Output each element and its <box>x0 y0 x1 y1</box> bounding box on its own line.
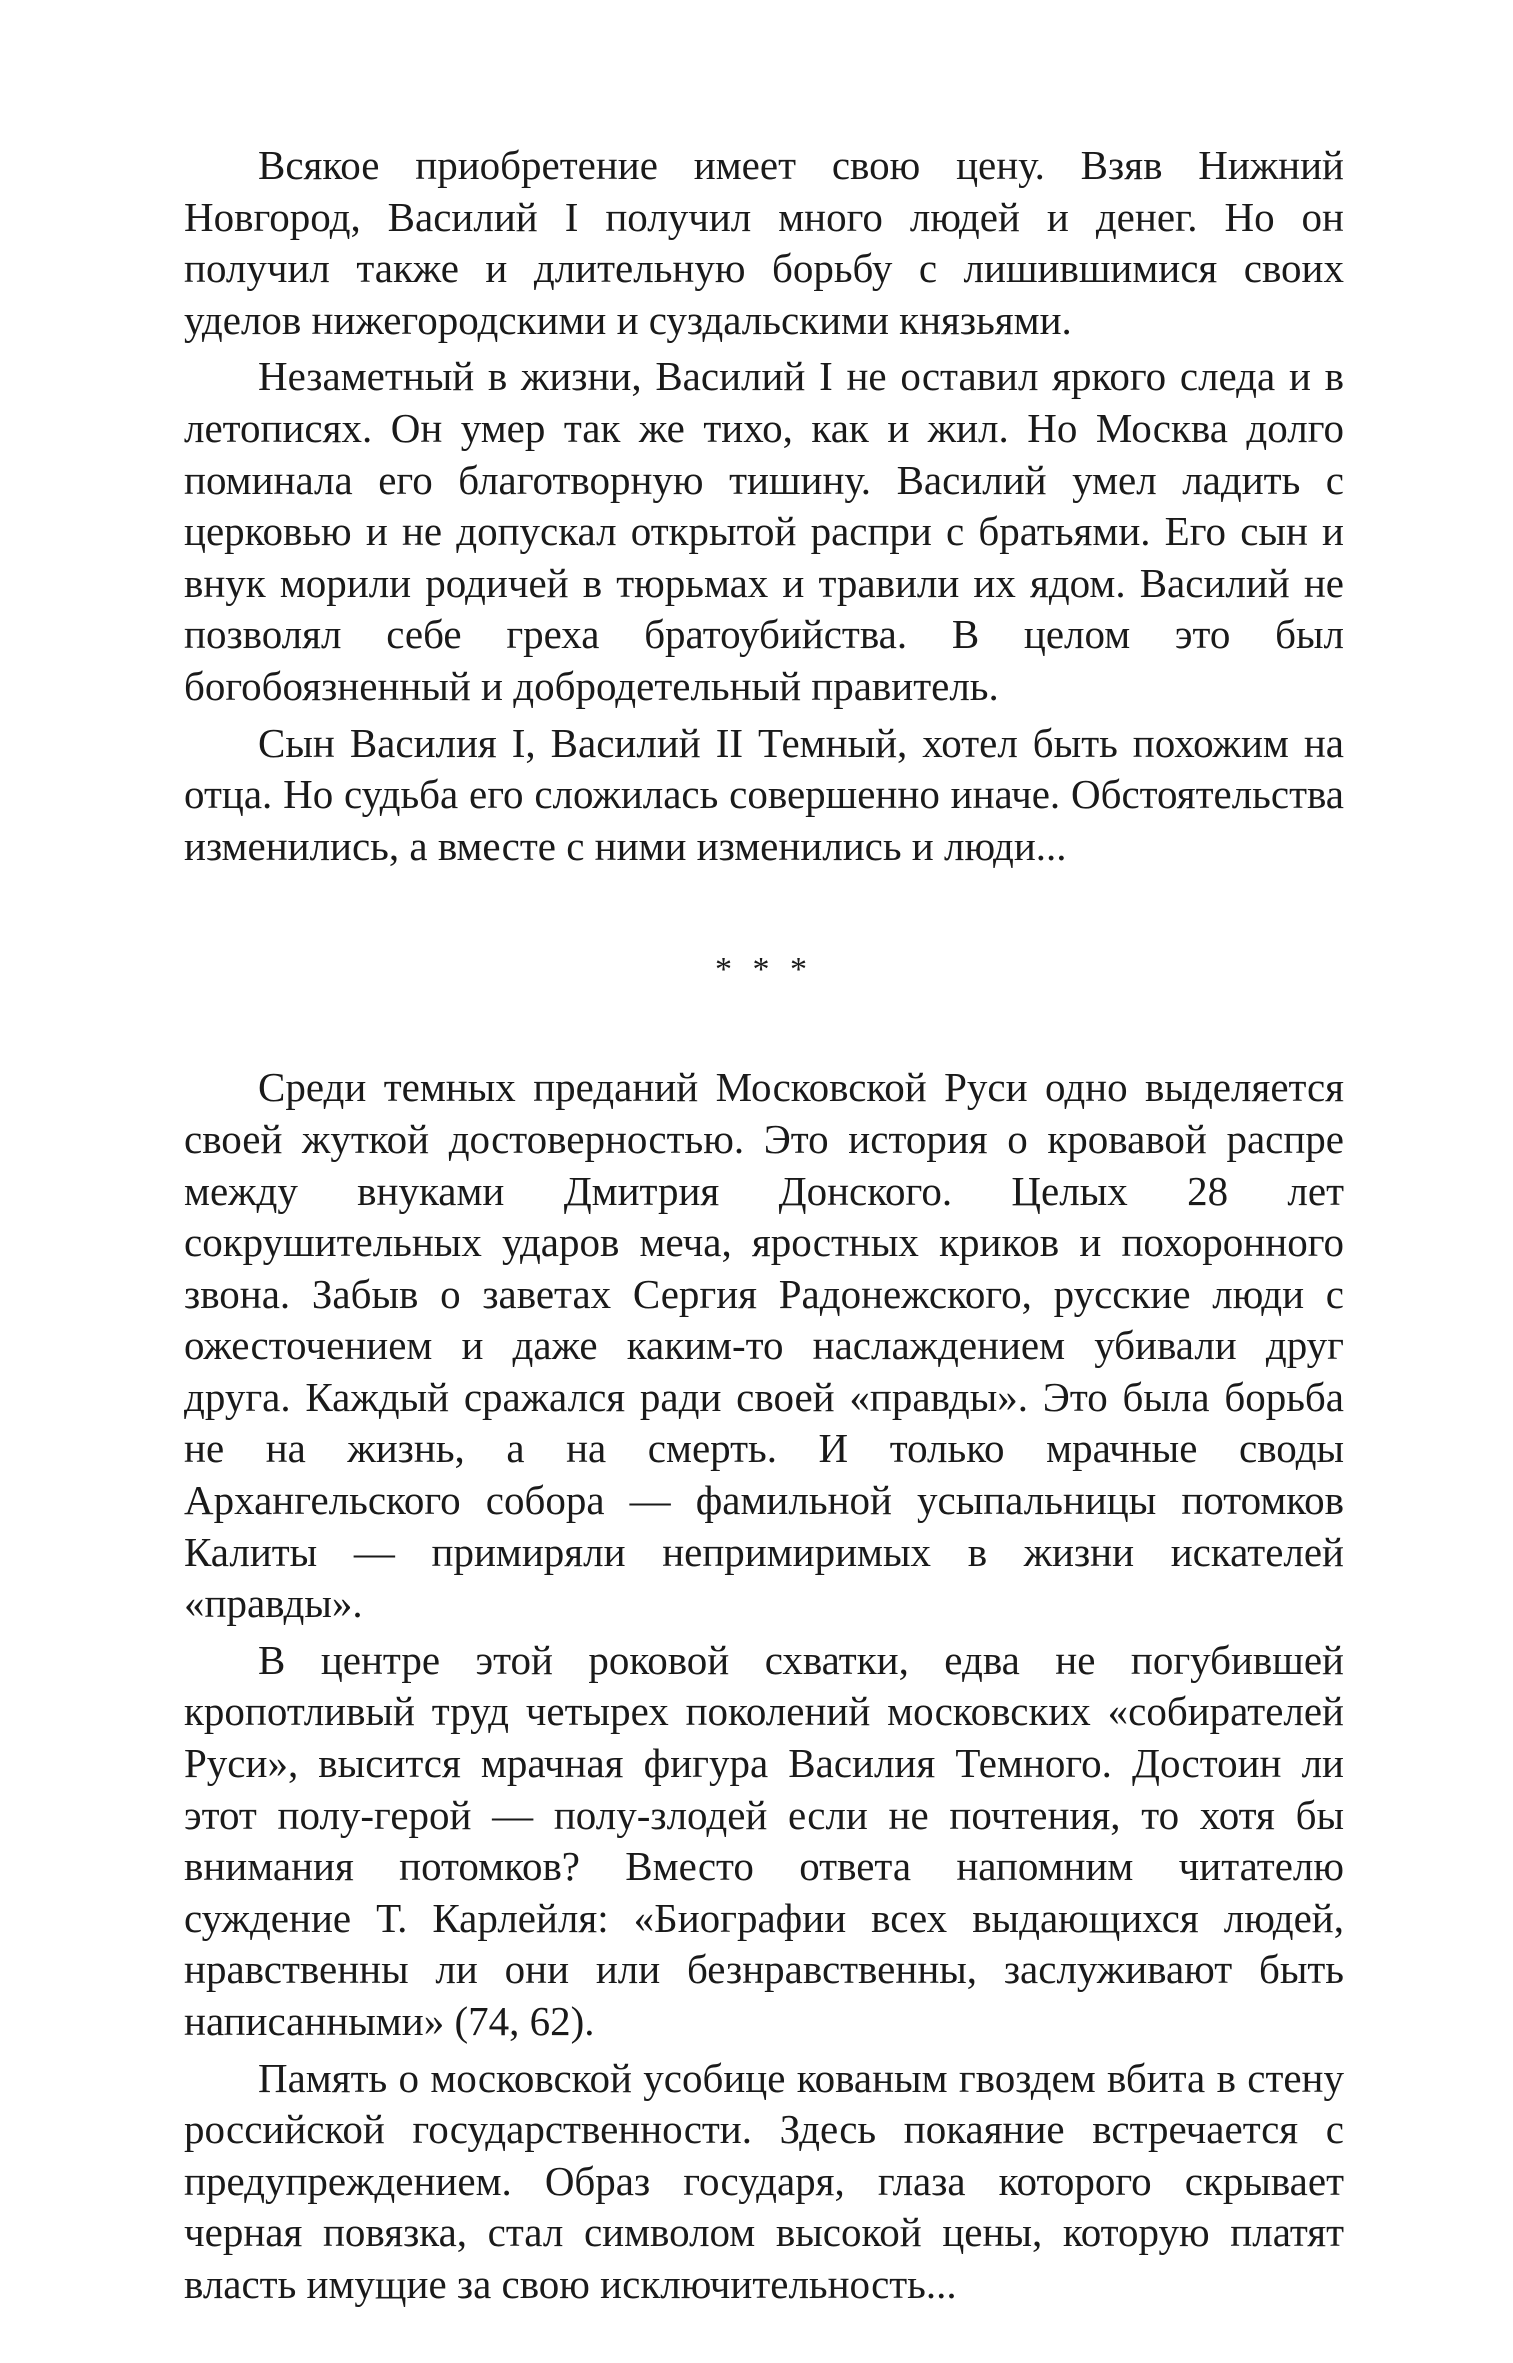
paragraph-4: Среди темных преданий Московской Руси одно выделяется своей жуткой достоверностью. Это история о кровавой распре между внуками Дмитрия Донского. Целых 28 лет сокрушительных ударов меча, яростных криков и похоронного звона. Забыв о заветах Сергия Радонежского, русские люди с ожесточением и даже каким-то наслаждением убивали друг друга. Каждый сражался ради своей «правды». Это была борьба не на жизнь, а на смерть. И только мрачные своды Архангельского собора — фамильной усыпальницы потомков Калиты — примиряли непримиримых в жизни искателей «правды». <box>184 1064 1344 1627</box>
paragraph-3: Сын Василия I, Василий II Темный, хотел быть похожим на отца. Но судьба его сложилась совершенно иначе. Обстоятельства изменились, а вместе с ними изменились и люди... <box>184 719 1344 869</box>
paragraph-5: В центре этой роковой схватки, едва не погубившей кропотливый труд четырех поколений московских «собирателей Руси», высится мрачная фигура Василия Темного. Достоин ли этот полу-герой — полу-злодей если не почтения, то хотя бы внимания потомков? Вместо ответа напомним читателю суждение Т. Карлейля: «Биографии всех выдающихся людей, нравственны ли они или безнравственны, заслуживают быть написанными» (74, 62). <box>184 1636 1344 2044</box>
paragraph-6: Память о московской усобице кованым гвоздем вбита в стену российской государственности. Здесь покаяние встречается с предупреждением. Образ государя, глаза которого скрывает черная повязка, стал символом высокой цены, которую платят власть имущие за свою исключительность... <box>184 2054 1344 2307</box>
section-separator: * * * <box>715 951 813 989</box>
paragraph-2: Незаметный в жизни, Василий I не оставил яркого следа и в летописях. Он умер так же тихо, как и жил. Но Москва долго поминала его благотворную тишину. Василий умел ладить с церковью и не допускал открытой распри с братьями. Его сын и внук морили родичей в тюрьмах и травили их ядом. Василий не позволял себе греха братоубийства. В целом это был богобоязненный и добродетельный правитель. <box>184 353 1344 709</box>
book-page <box>184 140 1344 2311</box>
paragraph-1: Всякое приобретение имеет свою цену. Взяв Нижний Новгород, Василий I получил много людей и денег. Но он получил также и длительную борьбу с лишившимися своих уделов нижегородскими и суздальскими князьями. <box>184 142 1344 343</box>
